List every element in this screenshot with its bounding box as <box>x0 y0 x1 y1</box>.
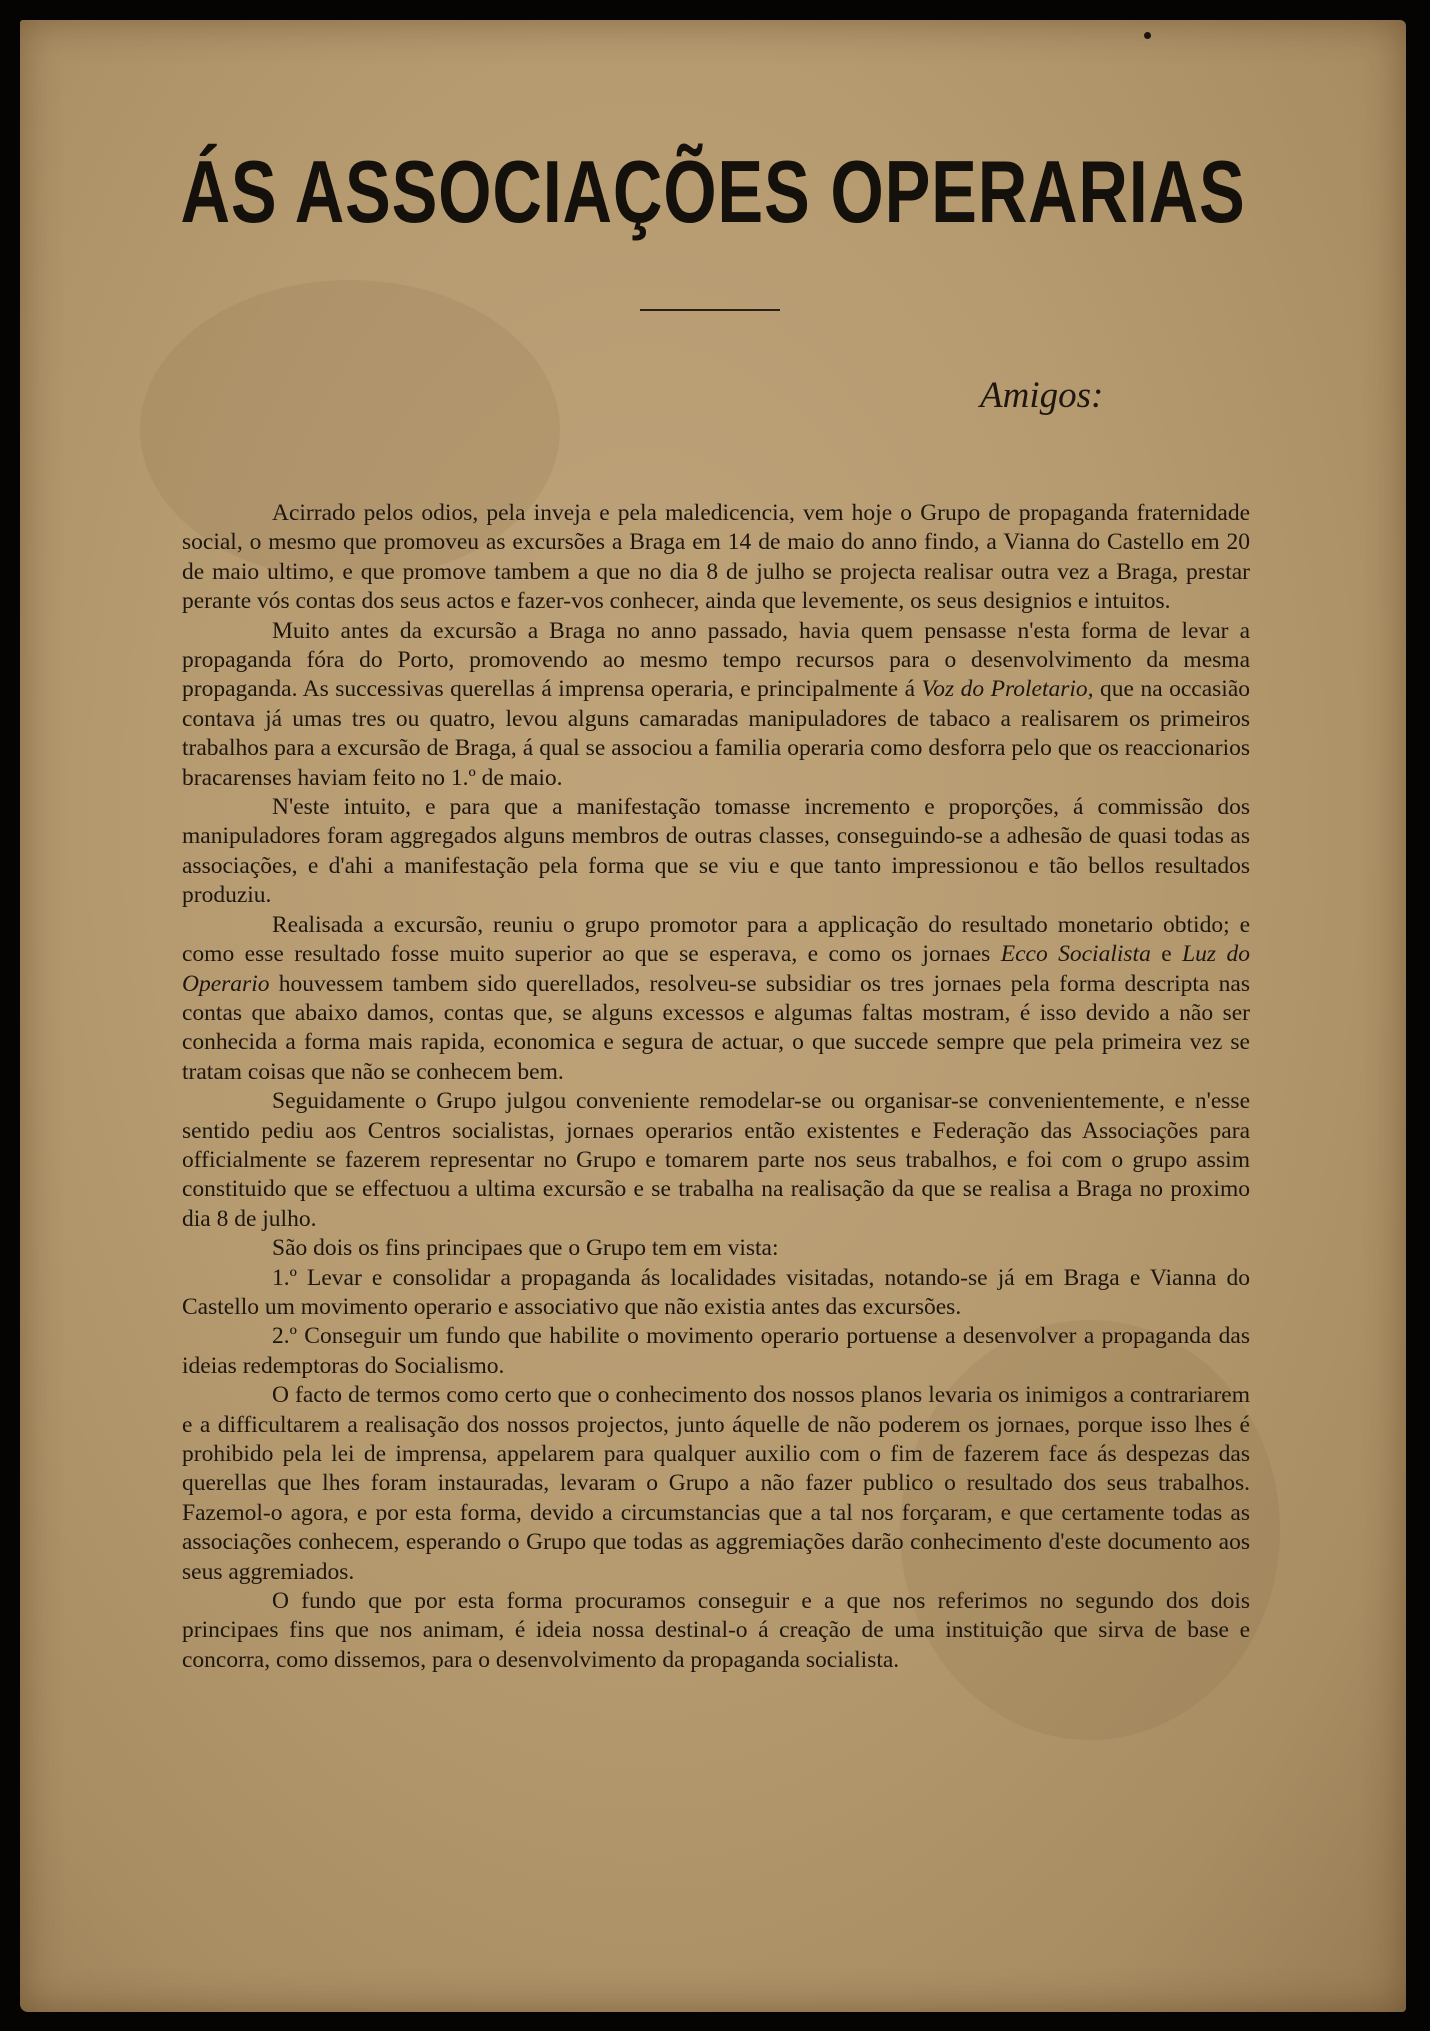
document-headline: ÁS ASSOCIAÇÕES OPERARIAS <box>180 142 1246 241</box>
paragraph-1 <box>182 499 1250 617</box>
paragraph-text: O facto de termos como certo que o conhecimento dos nossos planos levaria os inimigos a contrariarem e a difficultarem a realisação dos nossos projectos, junto áquelle de não poderem os jornaes, porque isso lhes é prohibido pela lei de imprensa, appelarem para qualquer auxilio com o fim de fazerem face ás despezas das querellas que lhes foram instauradas, levaram o Grupo a não fazer publico o resultado dos seus trabalhos. Fazemol-o agora, e por esta forma, devido a circumstancias que a tal nos forçaram, e que certamente todas as associações conhecem, esperando o Grupo que todas as aggremiações darão conhecimento d'este documento aos seus aggremiados. <box>182 1382 1250 1585</box>
ink-speck <box>1144 32 1151 39</box>
paragraph-text: que na occasião contava já umas tres ou quatro, levou alguns camaradas manipuladores de tabaco a realisarem os primeiros trabalhos para a excursão de Braga, á qual se associou a familia operaria como desforra pelo que os reaccionarios bracarenses haviam feito no 1.º de maio. <box>182 676 1251 791</box>
paragraph-5 <box>182 1087 1250 1234</box>
paragraph-6 <box>182 1234 1250 1263</box>
paragraph-text: houvessem tambem sido querellados, resolveu-se subsidiar os tres jornaes pela forma descripta nas contas que abaixo damos, contas que, se alguns excessos e algumas faltas mostram, é isso devido a não ser conhecida a forma mais rapida, economica e segura de actuar, o que succede sempre que pela primeira vez se tratam coisas que não se conhecem bem. <box>182 970 1250 1085</box>
title-divider <box>640 309 780 311</box>
paragraph-text: São dois os fins principaes que o Grupo tem em vista: <box>272 1235 779 1262</box>
document-page <box>20 20 1406 2012</box>
paragraph-8 <box>182 1322 1250 1381</box>
newspaper-title: Voz do Proletario, <box>921 676 1094 703</box>
paragraph-3 <box>182 793 1250 911</box>
paragraph-text: 1.º Levar e consolidar a propaganda ás localidades visitadas, notando-se já em Braga e Vianna do Castello um movimento operario e associativo que não existia antes das excursões. <box>182 1264 1250 1320</box>
paragraph-text: O fundo que por esta forma procuramos conseguir e a que nos referimos no segundo dos dois principaes fins que nos animam, é ideia nossa destinal-o á creação de uma instituição que sirva de base e concorra, como dissemos, para o desenvolvimento da propaganda socialista. <box>182 1588 1250 1673</box>
paragraph-2 <box>182 617 1250 793</box>
paragraph-9 <box>182 1381 1250 1587</box>
newspaper-title: Luz do Operario <box>182 941 1250 997</box>
newspaper-title: Ecco Socialista <box>1000 941 1151 968</box>
paragraph-text: Seguidamente o Grupo julgou conveniente remodelar-se ou organisar-se convenientemente, e n'esse sentido pediu aos Centros socialistas, jornaes operarios então existentes e Federação das Associações para officialmente se fazerem representar no Grupo e tomarem parte nos seus trabalhos, e foi com o grupo assim constituido que se effectuou a ultima excursão e se trabalha na realisação da que se realisa a Braga no proximo dia 8 de julho. <box>182 1088 1250 1232</box>
paragraph-text: Muito antes da excursão a Braga no anno passado, havia quem pensasse n'esta forma de levar a propaganda fóra do Porto, promovendo ao mesmo tempo recursos para o desenvolvimento da mesma propaganda. As successivas querellas á imprensa operaria, e principalmente á <box>182 617 1250 703</box>
salutation: Amigos: <box>980 375 1104 416</box>
document-body <box>182 499 1250 1675</box>
paragraph-text: e <box>1150 941 1183 968</box>
paragraph-text: Realisada a excursão, reuniu o grupo promotor para a applicação do resultado monetario obtido; e como esse resultado fosse muito superior ao que se esperava, e como os jornaes <box>182 911 1250 968</box>
paragraph-text: 2.º Conseguir um fundo que habilite o movimento operario portuense a desenvolver a propaganda das ideias redemptoras do Socialismo. <box>182 1323 1250 1379</box>
paragraph-text: Acirrado pelos odios, pela inveja e pela maledicencia, vem hoje o Grupo de propaganda fraternidade social, o mesmo que promoveu as excursões a Braga em 14 de maio do anno findo, a Vianna do Castello em 20 de maio ultimo, e que promove tambem a que no dia 8 de julho se projecta realisar outra vez a Braga, prestar perante vós contas dos seus actos e fazer-vos conhecer, ainda que levemente, os seus designios e intuitos. <box>182 500 1250 615</box>
paragraph-7 <box>182 1264 1250 1323</box>
paragraph-4 <box>182 911 1250 1087</box>
paragraph-10 <box>182 1587 1250 1675</box>
paragraph-text: N'este intuito, e para que a manifestação tomasse incremento e proporções, á commissão dos manipuladores foram aggregados alguns membros de outras classes, conseguindo-se a adhesão de quasi todas as associações, e d'ahi a manifestação pela forma que se viu e que tanto impressionou e tão bellos resultados produziu. <box>182 794 1250 909</box>
